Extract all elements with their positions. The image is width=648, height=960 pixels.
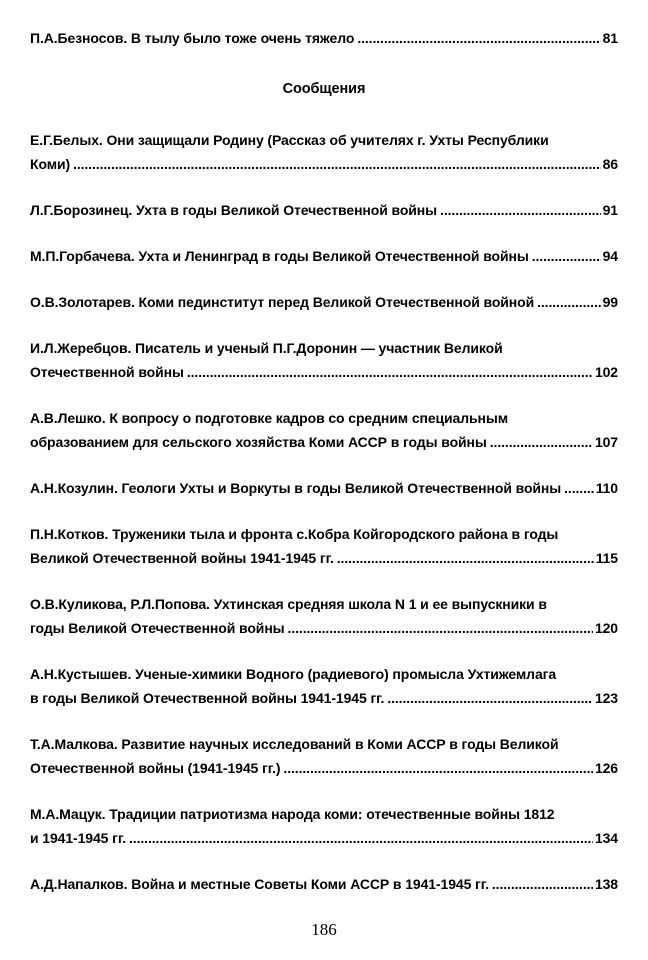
toc-entry-line bbox=[30, 686, 618, 710]
toc-entry-text: Отечественной войны (1941-1945 гг.) bbox=[30, 760, 281, 776]
dot-leader bbox=[357, 26, 600, 50]
toc-entry-line bbox=[30, 662, 618, 686]
toc-entry-text: А.В.Лешко. К вопросу о подготовке кадров со средним специальным bbox=[30, 410, 509, 426]
toc-entry-page-number: 134 bbox=[594, 830, 618, 846]
toc-entry-page-number: 110 bbox=[595, 480, 618, 496]
toc-entry-line bbox=[30, 244, 618, 268]
toc-entry-line bbox=[30, 26, 618, 50]
toc-entry-page-number: 94 bbox=[602, 248, 618, 264]
toc-entry-text: А.Н.Кустышев. Ученые-химики Водного (радиевого) промысла Ухтижемлага bbox=[30, 666, 557, 682]
toc-entry-text: М.П.Горбачева. Ухта и Ленинград в годы Великой Отечественной войны bbox=[30, 248, 529, 264]
toc-entry-text: О.В.Золотарев. Коми пединститут перед Великой Отечественной войной bbox=[30, 294, 535, 310]
toc-entries bbox=[30, 128, 618, 896]
toc-entry-text: Великой Отечественной войны 1941-1945 гг. bbox=[30, 550, 334, 566]
toc-entry-line bbox=[30, 360, 618, 384]
toc-entry-page-number: 81 bbox=[602, 30, 618, 46]
toc-entry bbox=[30, 336, 618, 384]
dot-leader bbox=[492, 872, 593, 896]
dot-leader bbox=[187, 360, 593, 384]
toc-entry-line bbox=[30, 546, 618, 570]
toc-entry-page-number: 115 bbox=[595, 550, 618, 566]
toc-entry bbox=[30, 732, 618, 780]
dot-leader bbox=[288, 616, 593, 640]
toc-entry-page-number: 99 bbox=[602, 294, 618, 310]
toc-entry-page-number: 126 bbox=[594, 760, 618, 776]
dot-leader bbox=[283, 756, 593, 780]
dot-leader bbox=[337, 546, 594, 570]
toc-entry-text: А.Д.Напалков. Война и местные Советы Коми АССР в 1941-1945 гг. bbox=[30, 876, 489, 892]
page-number-footer: 186 bbox=[311, 920, 337, 939]
toc-entry-text: образованием для сельского хозяйства Коми АССР в годы войны bbox=[30, 434, 487, 450]
toc-entry-text: О.В.Куликова, Р.Л.Попова. Ухтинская средняя школа N 1 и ее выпускники в bbox=[30, 596, 547, 612]
toc-entry-line bbox=[30, 476, 618, 500]
toc-entry-line bbox=[30, 826, 618, 850]
toc-entry bbox=[30, 476, 618, 500]
toc-entry-text: и 1941-1945 гг. bbox=[30, 830, 126, 846]
toc-entry-line bbox=[30, 336, 618, 360]
toc-entry-text: А.Н.Козулин. Геологи Ухты и Воркуты в годы Великой Отечественной войны bbox=[30, 480, 562, 496]
toc-entry-line bbox=[30, 128, 618, 152]
toc-entries-before-heading bbox=[30, 26, 618, 50]
toc-entry-page-number: 91 bbox=[602, 202, 618, 218]
toc-entry-text: в годы Великой Отечественной войны 1941-1945 гг. bbox=[30, 690, 385, 706]
toc-entry-text: Т.А.Малкова. Развитие научных исследований в Коми АССР в годы Великой bbox=[30, 736, 559, 752]
toc-entry-line bbox=[30, 592, 618, 616]
section-heading: Сообщения bbox=[282, 81, 366, 97]
toc-entry-line bbox=[30, 616, 618, 640]
dot-leader bbox=[129, 826, 593, 850]
toc-entry-text: М.А.Мацук. Традиции патриотизма народа коми: отечественные войны 1812 bbox=[30, 806, 555, 822]
toc-entry-text: Е.Г.Белых. Они защищали Родину (Рассказ об учителях г. Ухты Республики bbox=[30, 132, 549, 148]
toc-entry-line bbox=[30, 430, 618, 454]
toc-entry-page-number: 138 bbox=[594, 876, 618, 892]
toc-entry bbox=[30, 290, 618, 314]
dot-leader bbox=[73, 152, 601, 176]
toc-entry bbox=[30, 522, 618, 570]
dot-leader bbox=[490, 430, 593, 454]
dot-leader bbox=[387, 686, 593, 710]
toc-entry bbox=[30, 244, 618, 268]
toc-entry-page-number: 107 bbox=[594, 434, 618, 450]
toc-entry-text: Л.Г.Борозинец. Ухта в годы Великой Отечественной войны bbox=[30, 202, 438, 218]
toc-entry-line bbox=[30, 290, 618, 314]
toc-entry-line bbox=[30, 198, 618, 222]
toc-entry-page-number: 102 bbox=[594, 364, 618, 380]
toc-entry bbox=[30, 406, 618, 454]
toc-entry bbox=[30, 198, 618, 222]
dot-leader bbox=[532, 244, 601, 268]
toc-entry-page-number: 86 bbox=[602, 156, 618, 172]
toc-entry-text: П.Н.Котков. Труженики тыла и фронта с.Кобра Койгородского района в годы bbox=[30, 526, 559, 542]
toc-entry-text: И.Л.Жеребцов. Писатель и ученый П.Г.Доронин — участник Великой bbox=[30, 340, 503, 356]
toc-entry bbox=[30, 802, 618, 850]
toc-entry-text: П.А.Безносов. В тылу было тоже очень тяжело bbox=[30, 30, 355, 46]
toc-entry-line bbox=[30, 802, 618, 826]
toc-entry bbox=[30, 872, 618, 896]
dot-leader bbox=[537, 290, 601, 314]
toc-entry-text: годы Великой Отечественной войны bbox=[30, 620, 285, 636]
toc-entry-line bbox=[30, 732, 618, 756]
toc-entry-line bbox=[30, 872, 618, 896]
toc-entry-text: Отечественной войны bbox=[30, 364, 184, 380]
toc-entry bbox=[30, 662, 618, 710]
toc-entry-page-number: 120 bbox=[594, 620, 618, 636]
toc-entry bbox=[30, 592, 618, 640]
dot-leader bbox=[564, 476, 594, 500]
toc-entry-line bbox=[30, 522, 618, 546]
toc-entry-page-number: 123 bbox=[594, 690, 618, 706]
toc-entry bbox=[30, 26, 618, 50]
toc-entry-text: Коми) bbox=[30, 156, 71, 172]
toc-entry-line bbox=[30, 406, 618, 430]
toc-entry bbox=[30, 128, 618, 176]
toc-entry-line bbox=[30, 756, 618, 780]
dot-leader bbox=[440, 198, 601, 222]
toc-entry-line bbox=[30, 152, 618, 176]
